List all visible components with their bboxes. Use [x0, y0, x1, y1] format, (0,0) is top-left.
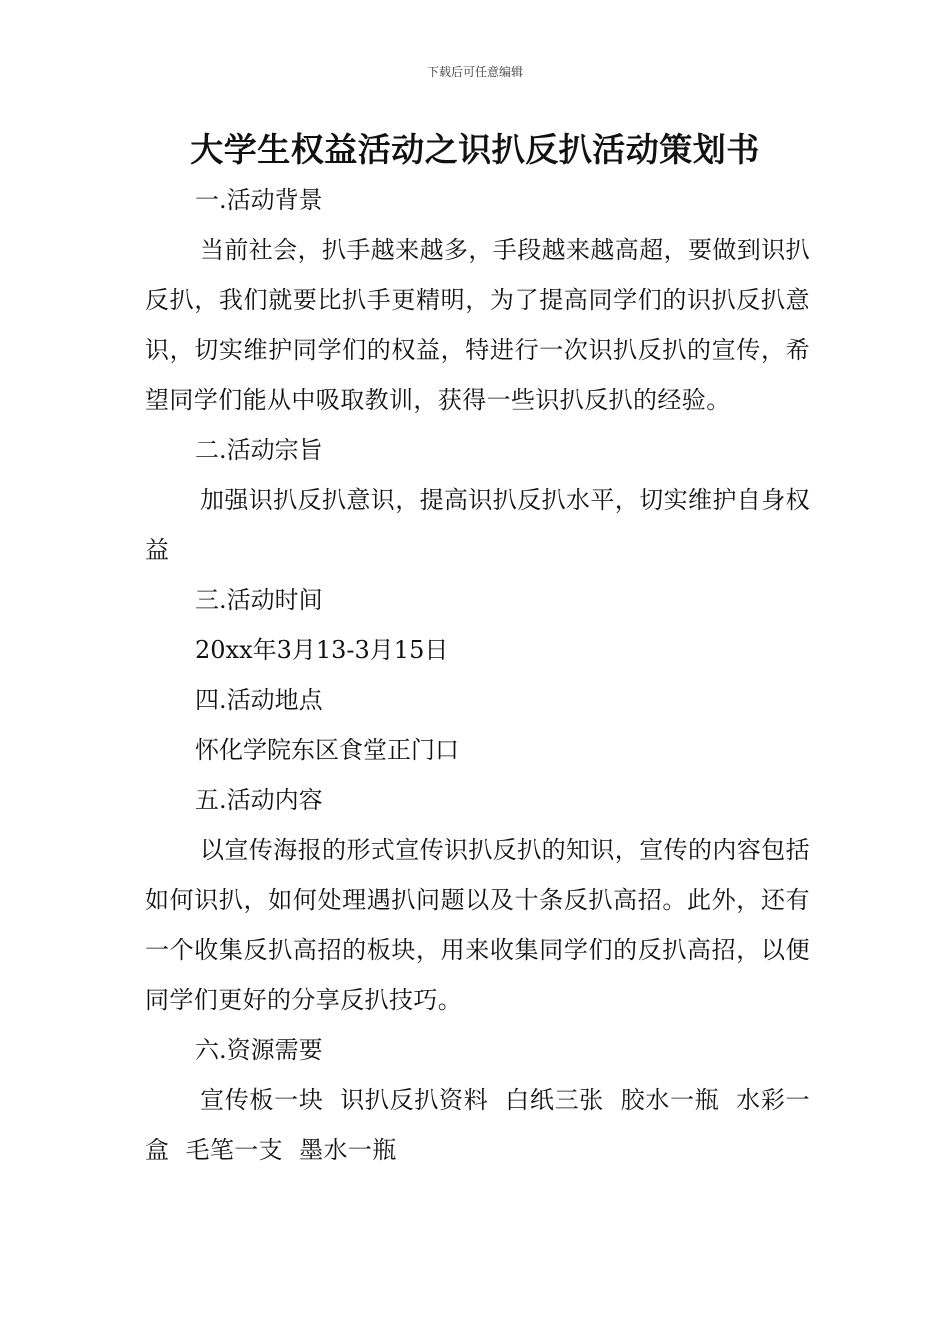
section-heading-content: 五.活动内容	[195, 786, 323, 814]
section-body-purpose: 加强识扒反扒意识，提高识扒反扒水平，切实维护自身权益	[145, 486, 810, 564]
document-body	[145, 175, 810, 1175]
section-body-content: 以宣传海报的形式宣传识扒反扒的知识，宣传的内容包括如何识扒，如何处理遇扒问题以及十条反扒高招。此外，还有一个收集反扒高招的板块，用来收集同学们的反扒高招，以便同学们更好的分享反扒技巧。	[145, 836, 810, 1014]
section-body-resources: 宣传板一块 识扒反扒资料 白纸三张 胶水一瓶 水彩一盒 毛笔一支 墨水一瓶	[145, 1086, 810, 1164]
section-heading-purpose: 二.活动宗旨	[195, 436, 323, 464]
section-body-time: 20xx年3月13-3月15日	[195, 636, 449, 664]
document-title: 大学生权益活动之识扒反扒活动策划书	[190, 130, 760, 169]
section-heading-time: 三.活动时间	[195, 586, 323, 614]
section-heading-background: 一.活动背景	[195, 186, 323, 214]
section-heading-location: 四.活动地点	[195, 686, 323, 714]
section-heading-resources: 六.资源需要	[195, 1036, 323, 1064]
section-body-background: 当前社会，扒手越来越多，手段越来越高超，要做到识扒反扒，我们就要比扒手更精明，为了提高同学们的识扒反扒意识，切实维护同学们的权益，特进行一次识扒反扒的宣传，希望同学们能从中吸取教训，获得一些识扒反扒的经验。	[145, 236, 810, 414]
section-body-location: 怀化学院东区食堂正门口	[195, 736, 459, 764]
header-note: 下载后可任意编辑	[426, 65, 523, 79]
